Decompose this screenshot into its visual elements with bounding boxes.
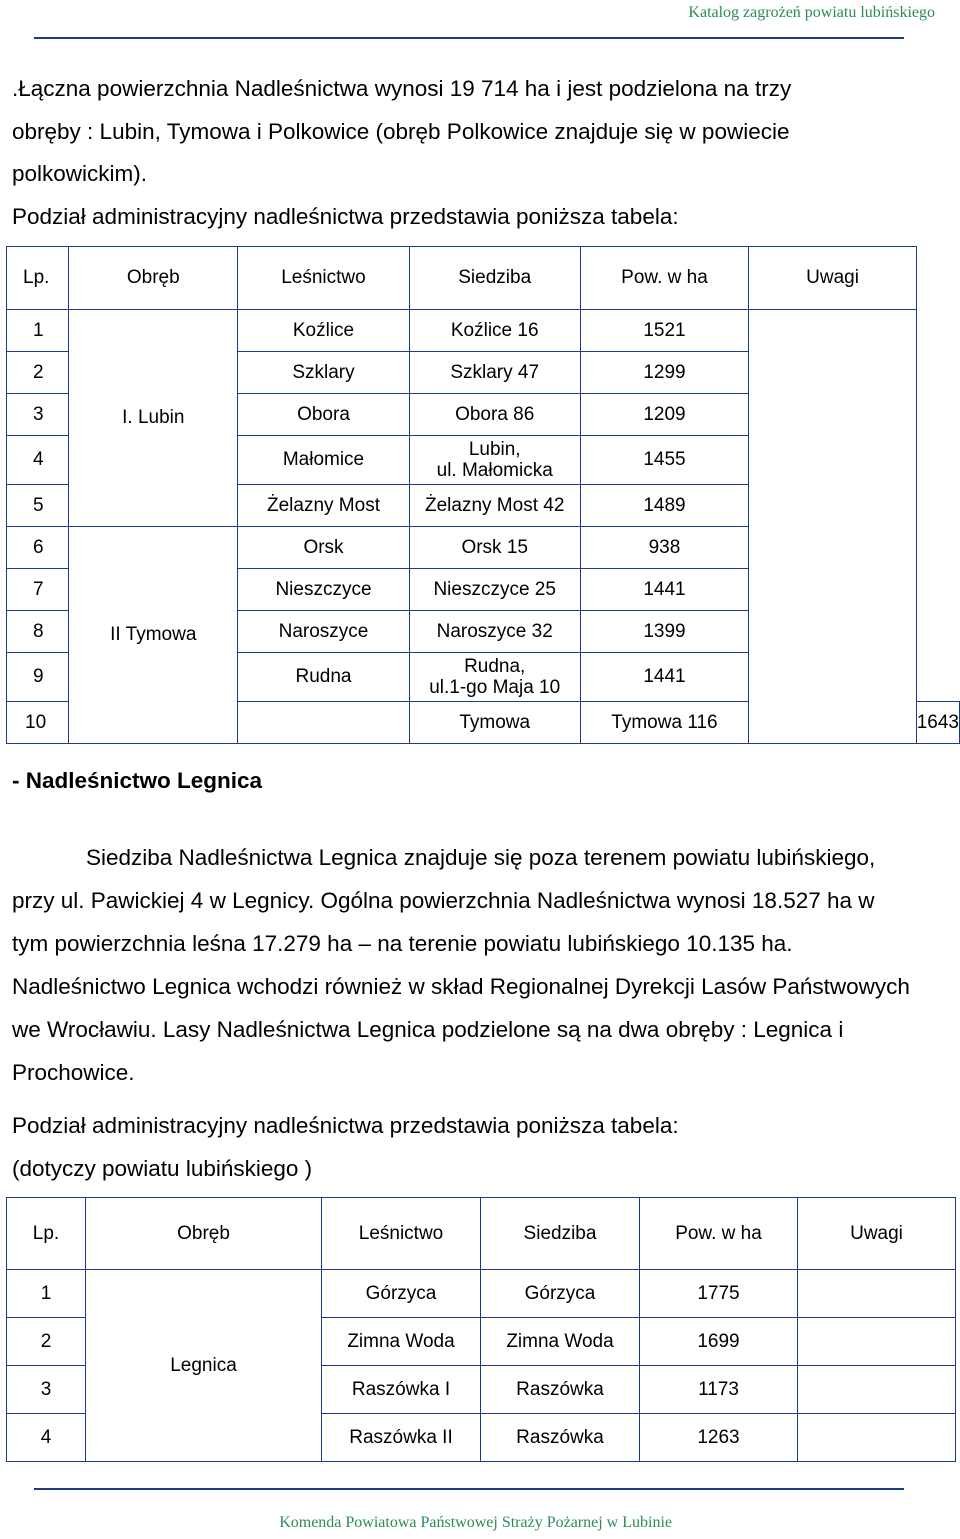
intro-paragraph	[12, 68, 912, 238]
cell-siedziba: Koźlice 16	[409, 310, 580, 352]
cell-siedziba: Żelazny Most 42	[409, 485, 580, 527]
cell-lesnictwo: Raszówka II	[322, 1414, 481, 1462]
cell-lesnictwo: Żelazny Most	[238, 485, 410, 527]
siedziba-line: ul. Małomicka	[436, 460, 553, 481]
header-divider	[34, 37, 904, 39]
cell-pow: 1699	[640, 1318, 798, 1366]
cell-lp: 3	[7, 1366, 86, 1414]
cell-lp: 8	[7, 611, 69, 653]
cell-siedziba: Tymowa 116	[580, 702, 749, 744]
legnica-forestry-table	[6, 1197, 956, 1462]
cell-lesnictwo: Obora	[238, 394, 410, 436]
cell-siedziba	[409, 653, 580, 702]
cell-pow: 1263	[640, 1414, 798, 1462]
cell-obreb-group: II Tymowa	[69, 527, 238, 744]
lubin-forestry-table	[6, 246, 960, 744]
intro-line: .Łączna powierzchnia Nadleśnictwa wynosi 19 714 ha i jest podzielona na trzy	[12, 76, 792, 101]
cell-pow: 1299	[580, 352, 749, 394]
cell-lp: 5	[7, 485, 69, 527]
cell-pow: 1441	[580, 569, 749, 611]
cell-lp: 4	[7, 1414, 86, 1462]
cell-obreb-group: I. Lubin	[69, 310, 238, 527]
table-header-row	[7, 247, 960, 310]
cell-lesnictwo: Górzyca	[322, 1270, 481, 1318]
siedziba-line: ul.1-go Maja 10	[429, 677, 561, 698]
table-row	[7, 310, 960, 352]
header-obreb: Obręb	[69, 247, 238, 310]
cell-uwagi	[798, 1270, 956, 1318]
cell-lesnictwo: Zimna Woda	[322, 1318, 481, 1366]
cell-uwagi	[798, 1318, 956, 1366]
cell-pow: 1489	[580, 485, 749, 527]
cell-siedziba: Górzyca	[481, 1270, 640, 1318]
intro-line: polkowickim).	[12, 161, 148, 186]
cell-siedziba: Orsk 15	[409, 527, 580, 569]
header-obreb: Obręb	[86, 1198, 322, 1270]
header-siedziba: Siedziba	[481, 1198, 640, 1270]
cell-lp: 2	[7, 1318, 86, 1366]
cell-lesnictwo: Koźlice	[238, 310, 410, 352]
header-uwagi: Uwagi	[749, 247, 916, 310]
cell-pow: 1455	[580, 436, 749, 485]
cell-uwagi	[749, 310, 916, 744]
cell-pow: 1643	[916, 702, 959, 744]
cell-lesnictwo: Orsk	[238, 527, 410, 569]
table-row	[7, 1270, 956, 1318]
cell-pow: 1173	[640, 1366, 798, 1414]
cell-lp: 7	[7, 569, 69, 611]
table-header-row	[7, 1198, 956, 1270]
intro-line: obręby : Lubin, Tymowa i Polkowice (obręb Polkowice znajduje się w powiecie	[12, 118, 790, 144]
cell-siedziba: Obora 86	[409, 394, 580, 436]
legnica-paragraph: Siedziba Nadleśnictwa Legnica znajduje się poza terenem powiatu lubińskiego, przy ul. Pawickiej 4 w Legnicy. Ogólna powierzchnia Nadleśnictwa wynosi 18.527 ha w tym powierzchnia leśna 17.279 ha – na terenie powiatu lubińskiego 10.135 ha. Nadleśnictwo Legnica wchodzi również w skład Regionalnej Dyrekcji Lasów Państwowych we Wrocławiu. Lasy Nadleśnictwa Legnica podzielone są na dwa obręby : Legnica i Prochowice.	[12, 845, 910, 1085]
cell-pow: 1775	[640, 1270, 798, 1318]
cell-pow: 1399	[580, 611, 749, 653]
cell-obreb-empty	[238, 702, 410, 744]
cell-pow: 1521	[580, 310, 749, 352]
cell-siedziba: Zimna Woda	[481, 1318, 640, 1366]
footer-divider	[34, 1488, 904, 1490]
page-header-title: Katalog zagrożeń powiatu lubińskiego	[688, 4, 935, 21]
cell-lesnictwo: Nieszczyce	[238, 569, 410, 611]
intro-line: Podział administracyjny nadleśnictwa przedstawia poniższa tabela:	[12, 203, 679, 229]
siedziba-line: Rudna,	[464, 656, 526, 677]
cell-lesnictwo: Szklary	[238, 352, 410, 394]
cell-siedziba: Raszówka	[481, 1414, 640, 1462]
table-intro-line: (dotyczy powiatu lubińskiego )	[12, 1156, 313, 1181]
cell-siedziba: Naroszyce 32	[409, 611, 580, 653]
cell-lesnictwo: Tymowa	[409, 702, 580, 744]
cell-obreb-group: Legnica	[86, 1270, 322, 1462]
cell-lp: 6	[7, 527, 69, 569]
cell-uwagi	[798, 1366, 956, 1414]
cell-uwagi	[798, 1414, 956, 1462]
cell-lp: 4	[7, 436, 69, 485]
header-lp: Lp.	[7, 247, 69, 310]
header-lesnictwo: Leśnictwo	[322, 1198, 481, 1270]
cell-siedziba: Nieszczyce 25	[409, 569, 580, 611]
cell-lp: 3	[7, 394, 69, 436]
cell-lp: 9	[7, 653, 69, 702]
cell-lesnictwo: Małomice	[238, 436, 410, 485]
header-siedziba: Siedziba	[409, 247, 580, 310]
header-pow: Pow. w ha	[640, 1198, 798, 1270]
cell-lp: 1	[7, 310, 69, 352]
cell-pow: 1441	[580, 653, 749, 702]
page-footer	[0, 1514, 940, 1532]
table-intro-line: Podział administracyjny nadleśnictwa przedstawia poniższa tabela:	[12, 1113, 679, 1138]
section-heading: - Nadleśnictwo Legnica	[12, 768, 263, 793]
header-uwagi: Uwagi	[798, 1198, 956, 1270]
cell-siedziba: Raszówka	[481, 1366, 640, 1414]
cell-pow: 938	[580, 527, 749, 569]
cell-lp: 2	[7, 352, 69, 394]
cell-lp: 10	[7, 702, 69, 744]
cell-lesnictwo: Raszówka I	[322, 1366, 481, 1414]
header-pow: Pow. w ha	[580, 247, 749, 310]
cell-lesnictwo: Naroszyce	[238, 611, 410, 653]
footer-text: Komenda Powiatowa Państwowej Straży Pożarnej w Lubinie	[279, 1514, 672, 1531]
header-lesnictwo: Leśnictwo	[238, 247, 410, 310]
header-lp: Lp.	[7, 1198, 86, 1270]
cell-siedziba	[409, 436, 580, 485]
table-intro	[12, 1104, 912, 1190]
siedziba-line: Lubin,	[468, 439, 521, 460]
cell-siedziba: Szklary 47	[409, 352, 580, 394]
cell-lesnictwo: Rudna	[238, 653, 410, 702]
cell-pow: 1209	[580, 394, 749, 436]
cell-lp: 1	[7, 1270, 86, 1318]
